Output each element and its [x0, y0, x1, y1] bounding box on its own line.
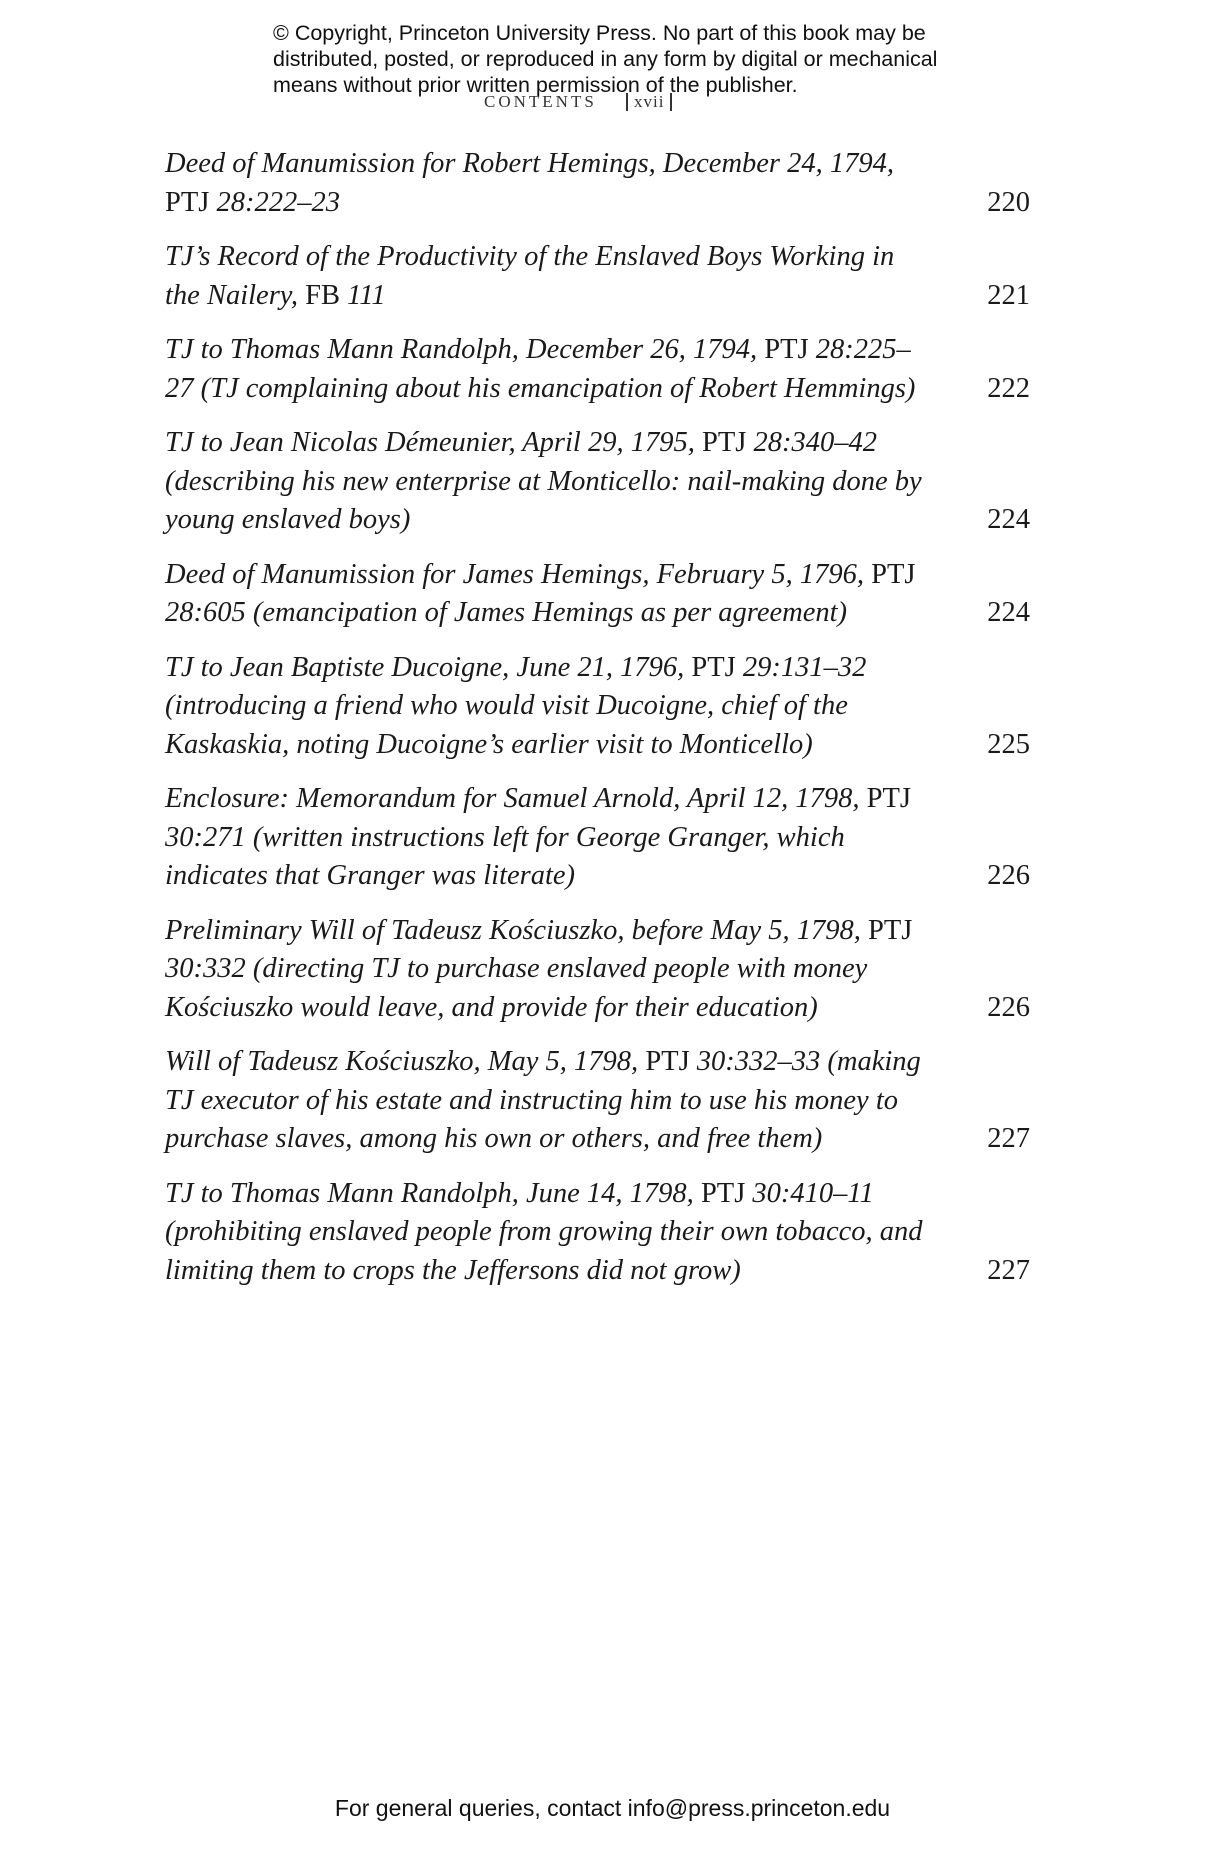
entry-text	[165, 649, 935, 765]
entry-page-number: 227	[987, 1123, 1030, 1154]
entry-source: PTJ	[867, 914, 913, 946]
entry-text	[165, 1175, 935, 1291]
contents-entry	[165, 145, 1030, 222]
contents-entry	[165, 331, 1030, 408]
entry-citation: 28:225–27	[165, 334, 911, 404]
entry-page-number: 226	[987, 991, 1030, 1023]
entry-note: (written instructions left for George Granger, which indicates that Granger was literate)	[165, 821, 845, 891]
running-head	[484, 92, 672, 112]
entry-note: (describing his new enterprise at Monticello: nail-making done by young enslaved boys)	[165, 465, 922, 535]
entry-citation: 30:332	[165, 953, 246, 984]
entry-text	[165, 556, 935, 633]
entry-citation: 28:222–23	[216, 186, 340, 218]
entry-note: (making TJ executor of his estate and instructing him to use his money to purchase slaves, among his own or others, and free them)	[165, 1046, 921, 1154]
entry-text	[165, 331, 935, 408]
entry-source: PTJ	[700, 1177, 746, 1209]
running-head-label: CONTENTS	[484, 92, 597, 111]
entry-title: TJ’s Record of the Productivity of the Enslaved Boys Working in the Nailery,	[165, 241, 895, 311]
entry-citation: 29:131–32	[742, 651, 867, 683]
entry-text	[165, 780, 935, 896]
entry-text	[165, 238, 935, 315]
entry-page-number: 226	[987, 860, 1030, 891]
entry-note: (emancipation of James Hemings as per agreement)	[252, 597, 848, 628]
entry-citation: 111	[347, 279, 386, 311]
entry-title: Enclosure: Memorandum for Samuel Arnold, April 12, 1798,	[165, 783, 860, 814]
entry-source: PTJ	[691, 651, 736, 683]
entry-page-number: 221	[987, 279, 1030, 311]
entry-title: TJ to Jean Baptiste Ducoigne, June 21, 1796,	[165, 651, 685, 683]
entry-text	[165, 1043, 935, 1159]
entry-title: Deed of Manumission for Robert Hemings, December 24, 1794,	[165, 148, 895, 179]
contents-entry	[165, 649, 1030, 765]
entry-page-number: 227	[987, 1254, 1030, 1286]
entry-title: TJ to Thomas Mann Randolph, June 14, 1798,	[165, 1177, 694, 1209]
entry-source: PTJ	[645, 1046, 690, 1077]
contents-entry	[165, 780, 1030, 896]
contents-entry	[165, 556, 1030, 633]
entry-source: PTJ	[165, 186, 210, 218]
entry-text	[165, 424, 935, 540]
entry-note: (introducing a friend who would visit Ducoigne, chief of the Kaskaskia, noting Ducoigne’s earlier visit to Monticello)	[165, 690, 848, 760]
entry-page-number: 224	[987, 504, 1030, 535]
entry-text	[165, 912, 935, 1028]
entry-title: Will of Tadeusz Kościuszko, May 5, 1798,	[165, 1046, 639, 1077]
entry-source: FB	[305, 279, 340, 311]
entry-note: (directing TJ to purchase enslaved people with money Kościuszko would leave, and provide for their education)	[165, 953, 868, 1023]
entry-note: (prohibiting enslaved people from growing their own tobacco, and limiting them to crops the Jeffersons did not grow)	[165, 1216, 923, 1286]
contents-entry	[165, 912, 1030, 1028]
contents-entry	[165, 238, 1030, 315]
entry-title: Deed of Manumission for James Hemings, February 5, 1796,	[165, 558, 864, 590]
footer-contact: For general queries, contact info@press.princeton.edu	[334, 1795, 891, 1821]
page-folio: xvii	[626, 93, 672, 111]
copyright-notice: © Copyright, Princeton University Press. No part of this book may be distributed, posted, or reproduced in any form by digital or mechanical means without prior written permission of the publisher.	[273, 21, 938, 97]
entry-page-number: 224	[987, 597, 1030, 628]
entry-source: PTJ	[701, 427, 747, 458]
entry-citation: 30:271	[165, 821, 246, 853]
entry-page-number: 225	[987, 728, 1030, 760]
contents-entry	[165, 1175, 1030, 1291]
entry-source: PTJ	[871, 558, 916, 590]
entry-citation: 28:340–42	[753, 427, 877, 458]
entry-citation: 30:332–33	[696, 1046, 821, 1077]
contents-entry	[165, 1043, 1030, 1159]
entry-page-number: 220	[987, 186, 1030, 218]
entry-citation: 30:410–11	[752, 1177, 874, 1209]
entry-page-number: 222	[987, 372, 1030, 404]
entry-note: (TJ complaining about his emancipation of Robert Hemmings)	[200, 372, 916, 404]
contents-list	[165, 145, 1030, 1306]
entry-source: PTJ	[764, 334, 809, 365]
entry-title: TJ to Jean Nicolas Démeunier, April 29, 1795,	[165, 427, 695, 458]
entry-text	[165, 145, 935, 222]
entry-citation: 28:605	[165, 597, 246, 628]
entry-title: Preliminary Will of Tadeusz Kościuszko, before May 5, 1798,	[165, 914, 861, 946]
contents-entry	[165, 424, 1030, 540]
entry-source: PTJ	[866, 783, 912, 814]
entry-title: TJ to Thomas Mann Randolph, December 26, 1794,	[165, 334, 758, 365]
